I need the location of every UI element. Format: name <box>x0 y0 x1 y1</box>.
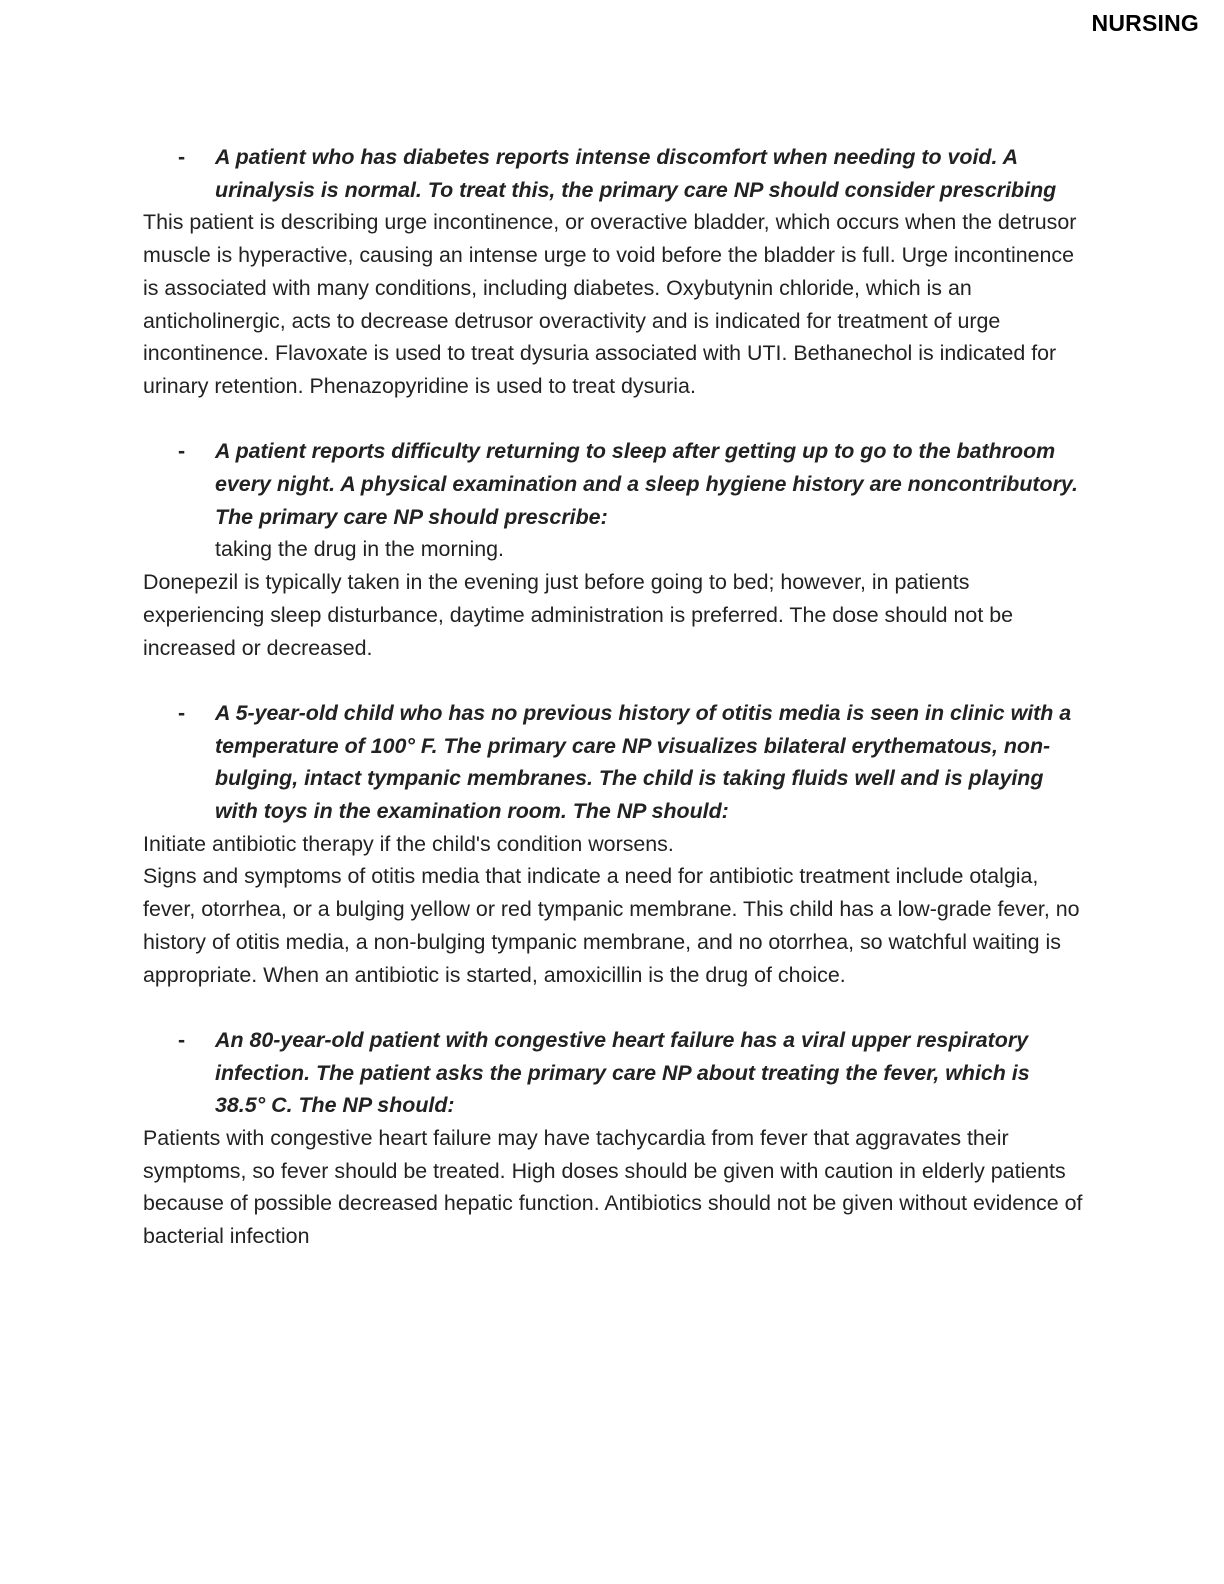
question-block-2 <box>143 435 1083 664</box>
question-block-4 <box>143 1024 1083 1253</box>
page-header-label: NURSING <box>1091 10 1199 36</box>
explanation-text: Signs and symptoms of otitis media that indicate a need for antibiotic treatment include otalgia, fever, otorrhea, or a bulging yellow or red tympanic membrane. This child has a low-grade fever, no history of otitis media, a non-bulging tympanic membrane, and no otorrhea, so watchful waiting is appropriate. When an antibiotic is started, amoxicillin is the drug of choice. <box>143 864 1080 987</box>
bullet-dash: - <box>178 700 186 725</box>
question-text <box>143 435 1083 533</box>
answer-text: Initiate antibiotic therapy if the child's condition worsens. <box>143 831 674 856</box>
bullet-dash: - <box>178 1027 186 1052</box>
explanation-text: Donepezil is typically taken in the evening just before going to bed; however, in patients experiencing sleep disturbance, daytime administration is preferred. The dose should not be increased or decreased. <box>143 570 1013 660</box>
question-block-1 <box>143 141 1083 403</box>
question-text <box>143 1024 1083 1122</box>
explanation-text: This patient is describing urge incontinence, or overactive bladder, which occurs when the detrusor muscle is hyperactive, causing an intense urge to void before the bladder is full. Urge incontinence is associated with many conditions, including diabetes. Oxybutynin chloride, which is an anticholinergic, acts to decrease detrusor overactivity and is indicated for treatment of urge incontinence. Flavoxate is used to treat dysuria associated with UTI. Bethanechol is indicated for urinary retention. Phenazopyridine is used to treat dysuria. <box>143 210 1077 398</box>
question-prompt: A patient reports difficulty returning to sleep after getting up to go to the bathroom every night. A physical examination and a sleep hygiene history are noncontributory. The primary care NP should prescribe: <box>215 439 1078 529</box>
answer-text: taking the drug in the morning. <box>215 537 504 562</box>
question-block-3 <box>143 697 1083 991</box>
question-text <box>143 141 1083 206</box>
explanation-text: Patients with congestive heart failure may have tachycardia from fever that aggravates their symptoms, so fever should be treated. High doses should be given with caution in elderly patients because of possible decreased hepatic function. Antibiotics should not be given without evidence of bacterial infection <box>143 1126 1083 1249</box>
question-prompt: A 5-year-old child who has no previous history of otitis media is seen in clinic with a temperature of 100° F. The primary care NP visualizes bilateral erythematous, non-bulging, intact tympanic membranes. The child is taking fluids well and is playing with toys in the examination room. The NP should: <box>215 700 1072 824</box>
question-prompt: An 80-year-old patient with congestive heart failure has a viral upper respiratory infection. The patient asks the primary care NP about treating the fever, which is 38.5° C. The NP should: <box>215 1027 1030 1118</box>
document-body <box>143 141 1083 1253</box>
bullet-dash: - <box>178 439 186 464</box>
question-prompt: A patient who has diabetes reports intense discomfort when needing to void. A urinalysis is normal. To treat this, the primary care NP should consider prescribing <box>215 145 1057 202</box>
question-text <box>143 697 1083 828</box>
bullet-dash: - <box>178 145 186 169</box>
